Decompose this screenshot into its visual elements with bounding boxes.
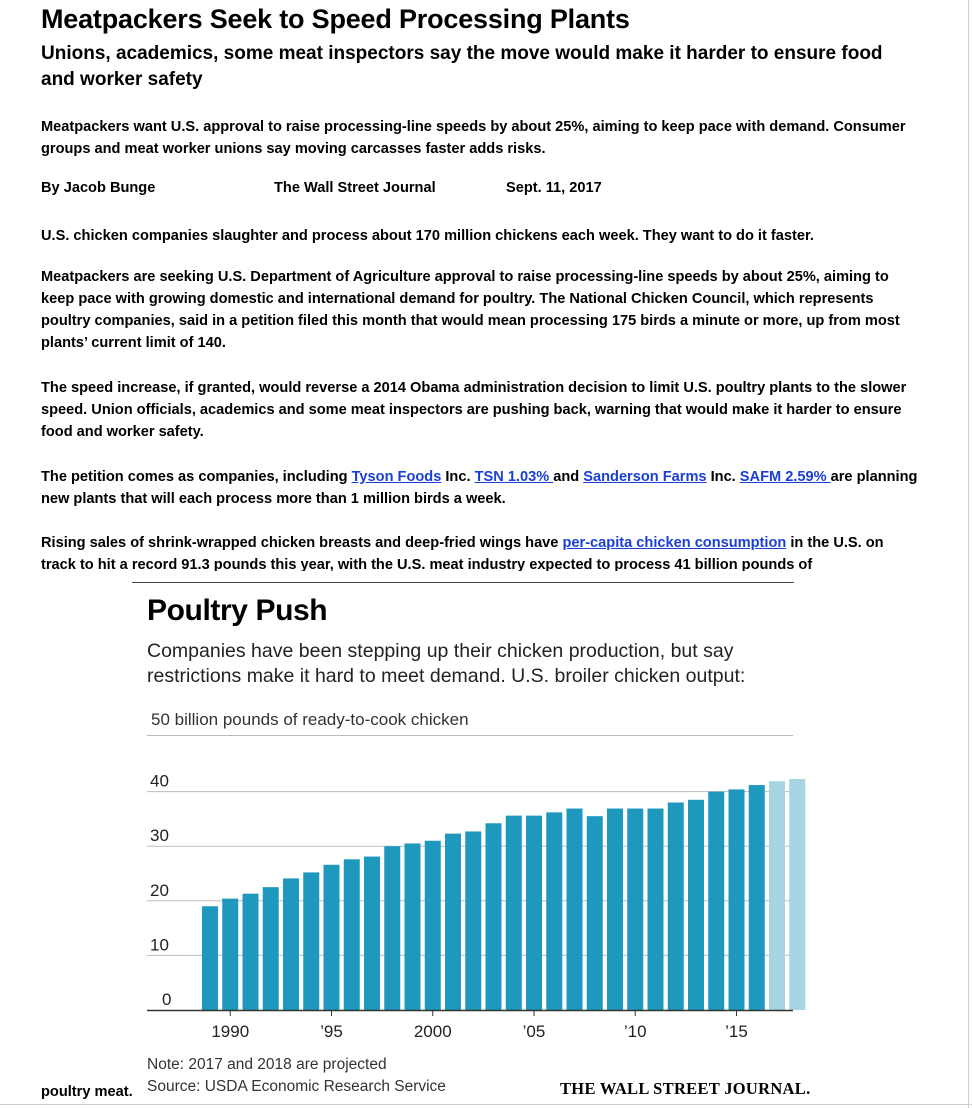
paragraph-4-text: are planning new plants that will each process more than 1 million birds a week.	[41, 469, 918, 507]
chart-bar	[303, 872, 319, 1010]
chart-bar	[222, 899, 238, 1010]
chart-bar	[445, 834, 461, 1010]
chart-bar	[587, 816, 603, 1010]
chart-bar	[688, 800, 704, 1010]
chart-y-tick-label: 40	[150, 771, 169, 791]
chart-bar	[526, 816, 542, 1010]
chart-bar	[546, 812, 562, 1010]
chart-bar	[364, 857, 380, 1010]
chart-source: Source: USDA Economic Research Service	[147, 1078, 446, 1095]
chart-bar	[567, 809, 583, 1010]
chart-bar	[324, 865, 340, 1010]
chart-y-tick-label: 10	[150, 935, 169, 955]
chart-x-tick-label: ’95	[320, 1022, 343, 1041]
paragraph-4-text: Inc.	[441, 469, 475, 485]
chart-bar	[729, 789, 745, 1010]
chart-bar	[486, 823, 502, 1010]
byline-publication: The Wall Street Journal	[274, 180, 436, 196]
paragraph-3: The speed increase, if granted, would reverse a 2014 Obama administration decision to limit U.S. poultry plants to the slower speed. Union officials, academics and some meat inspectors are pushing back, warning that would make it harder to ensure food and worker safety.	[41, 380, 907, 440]
byline-author: By Jacob Bunge	[41, 180, 156, 196]
chart-title: Poultry Push	[147, 594, 328, 627]
paragraph-4-text: and	[553, 469, 584, 485]
chart-dek: Companies have been stepping up their chicken production, but say restrictions make it hard to meet demand. U.S. broiler chicken output:	[147, 640, 746, 687]
paragraph-2: Meatpackers are seeking U.S. Department of Agriculture approval to raise processing-line speeds by about 25%, aiming to keep pace with growing domestic and international demand for poultry. The National Chicken Council, which represents poultry companies, said in a petition filed this month that would mean processing 175 birds a minute or more, up from most plants’ current limit of 140.	[41, 269, 900, 351]
chart-bar	[283, 878, 299, 1010]
chart-y-tick-label: 0	[162, 990, 172, 1009]
chart-bar	[708, 792, 724, 1010]
chart-y-tick-label: 30	[150, 826, 169, 846]
link-per-capita-consumption[interactable]: per-capita chicken consumption	[562, 535, 787, 551]
paragraph-5-text: in the U.S. on track to hit a record 91.3 pounds this year, with the U.S. meat industry expected to process 41 billion pounds of	[41, 535, 884, 571]
chart-bar	[506, 816, 522, 1010]
chart-bar	[668, 803, 684, 1010]
chart-x-tick-label: 2000	[413, 1022, 452, 1041]
chart-bar	[344, 859, 360, 1010]
chart-x-tick-label: ’10	[623, 1022, 647, 1041]
chart-x-tick-label: ’15	[725, 1022, 748, 1041]
chart-bar	[243, 894, 259, 1010]
link-sanderson-farms[interactable]: Sanderson Farms	[583, 469, 707, 485]
chart-bar	[769, 781, 785, 1010]
paragraph-4-text: The petition comes as companies, including	[41, 469, 352, 485]
chart-y-tick-label: 20	[150, 880, 169, 900]
link-tsn-ticker[interactable]: TSN 1.03%	[474, 469, 554, 485]
chart-bar	[789, 779, 805, 1010]
chart-bar	[263, 887, 279, 1010]
chart-bar	[648, 809, 664, 1010]
chart-bar	[627, 809, 643, 1010]
headline: Meatpackers Seek to Speed Processing Plants	[41, 4, 630, 34]
wsj-logo: THE WALL STREET JOURNAL.	[560, 1079, 811, 1098]
chart-y-unit-label: 50 billion pounds of ready-to-cook chicken	[151, 710, 469, 729]
paragraph-5-end: poultry meat.	[41, 1084, 133, 1100]
chart-bar	[384, 846, 400, 1010]
chart-bar	[405, 843, 421, 1010]
paragraph-1: U.S. chicken companies slaughter and process about 170 million chickens each week. They want to do it faster.	[41, 228, 814, 244]
subheadline: Unions, academics, some meat inspectors say the move would make it harder to ensure food and worker safety	[41, 43, 883, 90]
link-safm-ticker[interactable]: SAFM 2.59%	[739, 469, 831, 485]
chart-bar	[425, 841, 441, 1010]
chart-note: Note: 2017 and 2018 are projected	[147, 1056, 387, 1073]
byline-date: Sept. 11, 2017	[506, 180, 602, 196]
chart-bar	[749, 785, 765, 1010]
summary: Meatpackers want U.S. approval to raise processing-line speeds by about 25%, aiming to keep pace with demand. Consumer groups and meat worker unions say moving carcasses faster adds risks.	[41, 119, 906, 157]
paragraph-4-text: Inc.	[706, 469, 740, 485]
chart-bar	[202, 906, 218, 1010]
chart-bar	[607, 809, 623, 1010]
chart-x-tick-label: ’05	[522, 1022, 546, 1041]
link-tyson-foods[interactable]: Tyson Foods	[351, 469, 442, 485]
paragraph-5-text: Rising sales of shrink-wrapped chicken breasts and deep-fried wings have	[41, 535, 563, 551]
chart-x-tick-label: 1990	[211, 1022, 250, 1041]
chart-bar	[465, 831, 481, 1010]
